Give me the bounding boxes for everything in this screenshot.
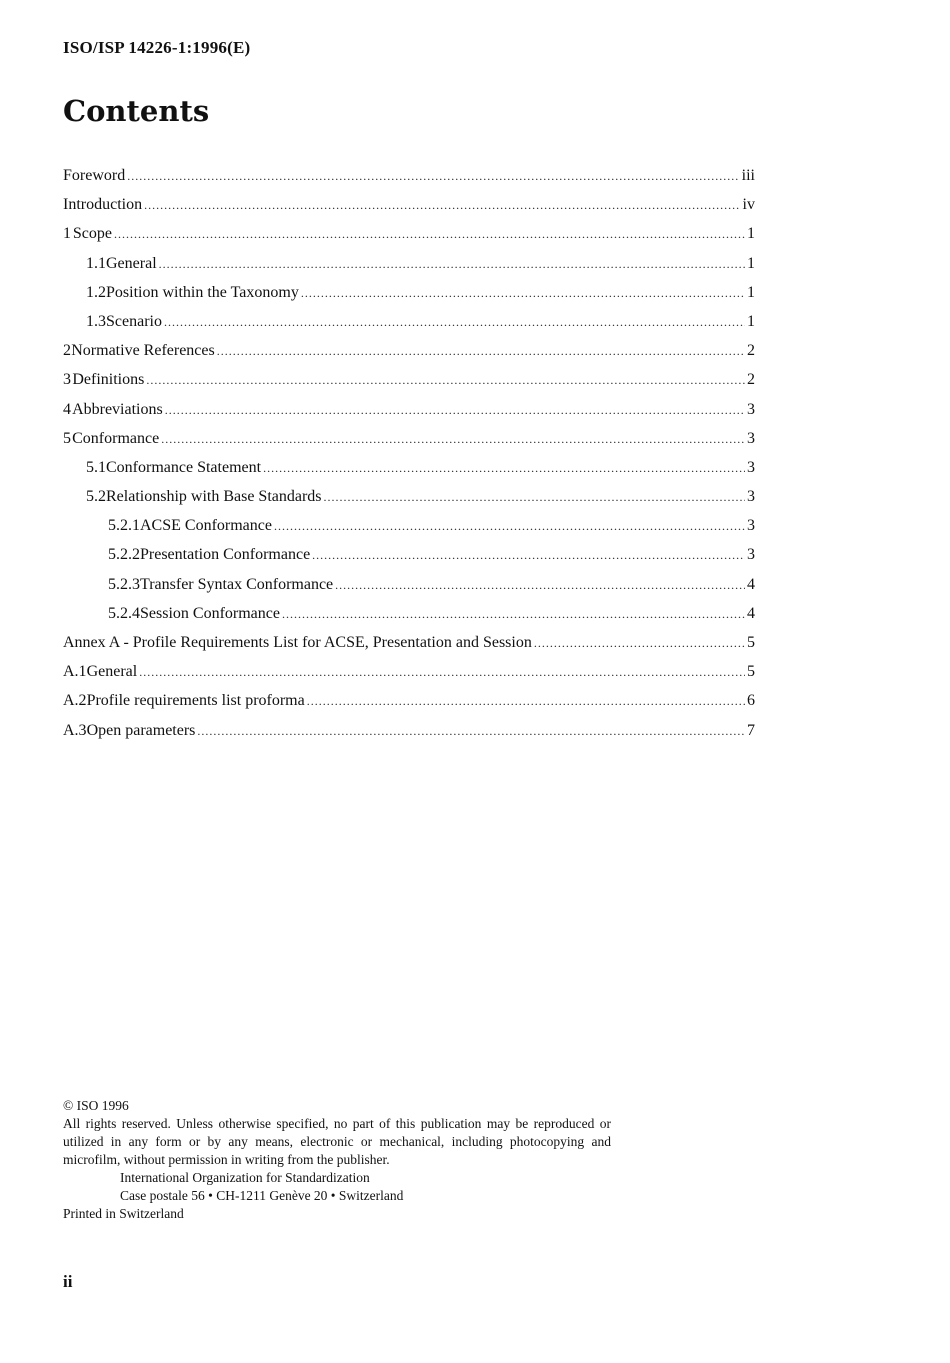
toc-entry-number: 4 bbox=[63, 400, 71, 418]
toc-entry[interactable] bbox=[63, 313, 755, 342]
toc-entry-number: A.3 bbox=[63, 721, 87, 739]
toc-entry-number: 5.2.1 bbox=[108, 517, 140, 535]
toc-dot-leader bbox=[335, 578, 745, 593]
toc-entry-page: 7 bbox=[747, 721, 755, 739]
toc-dot-leader bbox=[282, 607, 745, 622]
toc-entry-number: 5.2.2 bbox=[108, 546, 140, 564]
toc-dot-leader bbox=[534, 636, 745, 651]
toc-entry-page: 1 bbox=[747, 254, 755, 272]
toc-entry-title: Introduction bbox=[63, 196, 143, 214]
toc-entry[interactable] bbox=[63, 459, 755, 488]
toc-entry-page: 5 bbox=[747, 663, 755, 681]
toc-entry-title: Scope bbox=[72, 225, 112, 243]
toc-entry-number: 1.3 bbox=[86, 312, 106, 330]
toc-entry-page: 3 bbox=[747, 458, 755, 476]
toc-entry-number: 3 bbox=[63, 371, 71, 389]
toc-entry[interactable] bbox=[63, 255, 755, 284]
toc-entry-page: 6 bbox=[747, 692, 755, 710]
toc-dot-leader bbox=[144, 198, 740, 213]
toc-entry[interactable] bbox=[63, 576, 755, 605]
toc-entry[interactable] bbox=[63, 634, 755, 663]
toc-entry-title: Presentation Conformance bbox=[140, 546, 311, 564]
toc-entry-number: A.2 bbox=[63, 692, 87, 710]
rights-statement: All rights reserved. Unless otherwise specified, no part of this publication may be reproduced or utilized in any form or by any means, electronic or mechanical, including photocopying and microfilm, without permission in writing from the publisher. bbox=[63, 1116, 611, 1167]
toc-entry-page: 3 bbox=[747, 429, 755, 447]
toc-entry-number: 5.2.3 bbox=[108, 575, 140, 593]
toc-dot-leader bbox=[146, 373, 745, 388]
toc-dot-leader bbox=[324, 490, 745, 505]
organization-name: International Organization for Standardization bbox=[120, 1170, 370, 1185]
toc-entry-title: ACSE Conformance bbox=[140, 517, 272, 535]
toc-entry-title: General bbox=[106, 254, 157, 272]
toc-entry-number: 5.2.4 bbox=[108, 604, 140, 622]
toc-entry-number: 1.1 bbox=[86, 254, 106, 272]
toc-entry[interactable] bbox=[63, 517, 755, 546]
toc-dot-leader bbox=[274, 519, 745, 534]
toc-entry[interactable] bbox=[63, 722, 755, 751]
toc-entry-page: 3 bbox=[747, 488, 755, 506]
toc-entry[interactable] bbox=[63, 167, 755, 196]
toc-entry-title: Scenario bbox=[106, 312, 162, 330]
toc-entry-title: General bbox=[86, 663, 138, 681]
toc-entry-page: 3 bbox=[747, 517, 755, 535]
toc-entry-page: 1 bbox=[747, 312, 755, 330]
toc-entry-number: 1.2 bbox=[86, 283, 106, 301]
toc-dot-leader bbox=[307, 694, 745, 709]
toc-entry-number: 5.1 bbox=[86, 458, 106, 476]
toc-entry[interactable] bbox=[63, 546, 755, 575]
toc-entry[interactable] bbox=[63, 663, 755, 692]
toc-entry[interactable] bbox=[63, 196, 755, 225]
toc-entry[interactable] bbox=[63, 371, 755, 400]
toc-entry-title: Relationship with Base Standards bbox=[106, 488, 322, 506]
document-reference: ISO/ISP 14226-1:1996(E) bbox=[63, 38, 251, 57]
page-title: Contents bbox=[63, 94, 210, 128]
toc-entry-number: 5 bbox=[63, 429, 71, 447]
toc-dot-leader bbox=[165, 403, 745, 418]
toc-entry-title: Definitions bbox=[72, 371, 145, 389]
toc-entry-number: 1 bbox=[63, 225, 71, 243]
toc-dot-leader bbox=[159, 257, 745, 272]
toc-entry-page: 4 bbox=[747, 575, 755, 593]
toc-entry-page: 1 bbox=[747, 283, 755, 301]
toc-dot-leader bbox=[161, 432, 745, 447]
toc-entry-title: Normative References bbox=[71, 342, 215, 360]
toc-dot-leader bbox=[127, 169, 739, 184]
toc-dot-leader bbox=[312, 548, 745, 563]
toc-entry[interactable] bbox=[63, 401, 755, 430]
toc-dot-leader bbox=[263, 461, 745, 476]
toc-entry-title: Position within the Taxonomy bbox=[106, 283, 299, 301]
toc-dot-leader bbox=[301, 286, 745, 301]
copyright-notice bbox=[63, 1097, 611, 1223]
toc-dot-leader bbox=[164, 315, 745, 330]
toc-entry[interactable] bbox=[63, 488, 755, 517]
toc-entry-page: 2 bbox=[747, 342, 755, 360]
toc-entry[interactable] bbox=[63, 342, 755, 371]
toc-entry-page: 1 bbox=[747, 225, 755, 243]
toc-entry-page: 4 bbox=[747, 604, 755, 622]
toc-entry[interactable] bbox=[63, 605, 755, 634]
toc-dot-leader bbox=[217, 344, 745, 359]
organization-address: Case postale 56 • CH-1211 Genève 20 • Switzerland bbox=[120, 1188, 404, 1203]
toc-entry-page: 2 bbox=[747, 371, 755, 389]
toc-entry-title: Open parameters bbox=[86, 721, 196, 739]
toc-entry[interactable] bbox=[63, 225, 755, 254]
toc-entry-title: Session Conformance bbox=[140, 604, 280, 622]
printed-in: Printed in Switzerland bbox=[63, 1206, 184, 1221]
toc-entry-number: 2 bbox=[63, 342, 71, 360]
toc-dot-leader bbox=[197, 724, 745, 739]
toc-entry-page: iii bbox=[741, 167, 755, 184]
toc-entry-page: 3 bbox=[747, 400, 755, 418]
toc-entry-number: 5.2 bbox=[86, 488, 106, 506]
toc-entry-title: Conformance bbox=[72, 429, 160, 447]
toc-dot-leader bbox=[114, 227, 745, 242]
toc-entry-page: 5 bbox=[747, 634, 755, 651]
toc-entry[interactable] bbox=[63, 692, 755, 721]
toc-entry[interactable] bbox=[63, 430, 755, 459]
toc-entry-page: 3 bbox=[747, 546, 755, 564]
toc-entry-title: Foreword bbox=[63, 167, 126, 184]
toc-entry-title: Annex A - Profile Requirements List for ACSE, Presentation and Session bbox=[63, 634, 532, 651]
toc-entry-number: A.1 bbox=[63, 663, 87, 681]
toc-entry-title: Profile requirements list proforma bbox=[86, 692, 305, 710]
toc-entry-title: Transfer Syntax Conformance bbox=[140, 575, 334, 593]
copyright-line: © ISO 1996 bbox=[63, 1098, 129, 1113]
toc-entry[interactable] bbox=[63, 284, 755, 313]
toc-entry-page: iv bbox=[742, 196, 755, 214]
toc-dot-leader bbox=[139, 665, 745, 680]
toc-entry-title: Abbreviations bbox=[72, 400, 163, 418]
page-number: ii bbox=[63, 1272, 73, 1291]
table-of-contents bbox=[63, 167, 755, 751]
toc-entry-title: Conformance Statement bbox=[106, 458, 262, 476]
